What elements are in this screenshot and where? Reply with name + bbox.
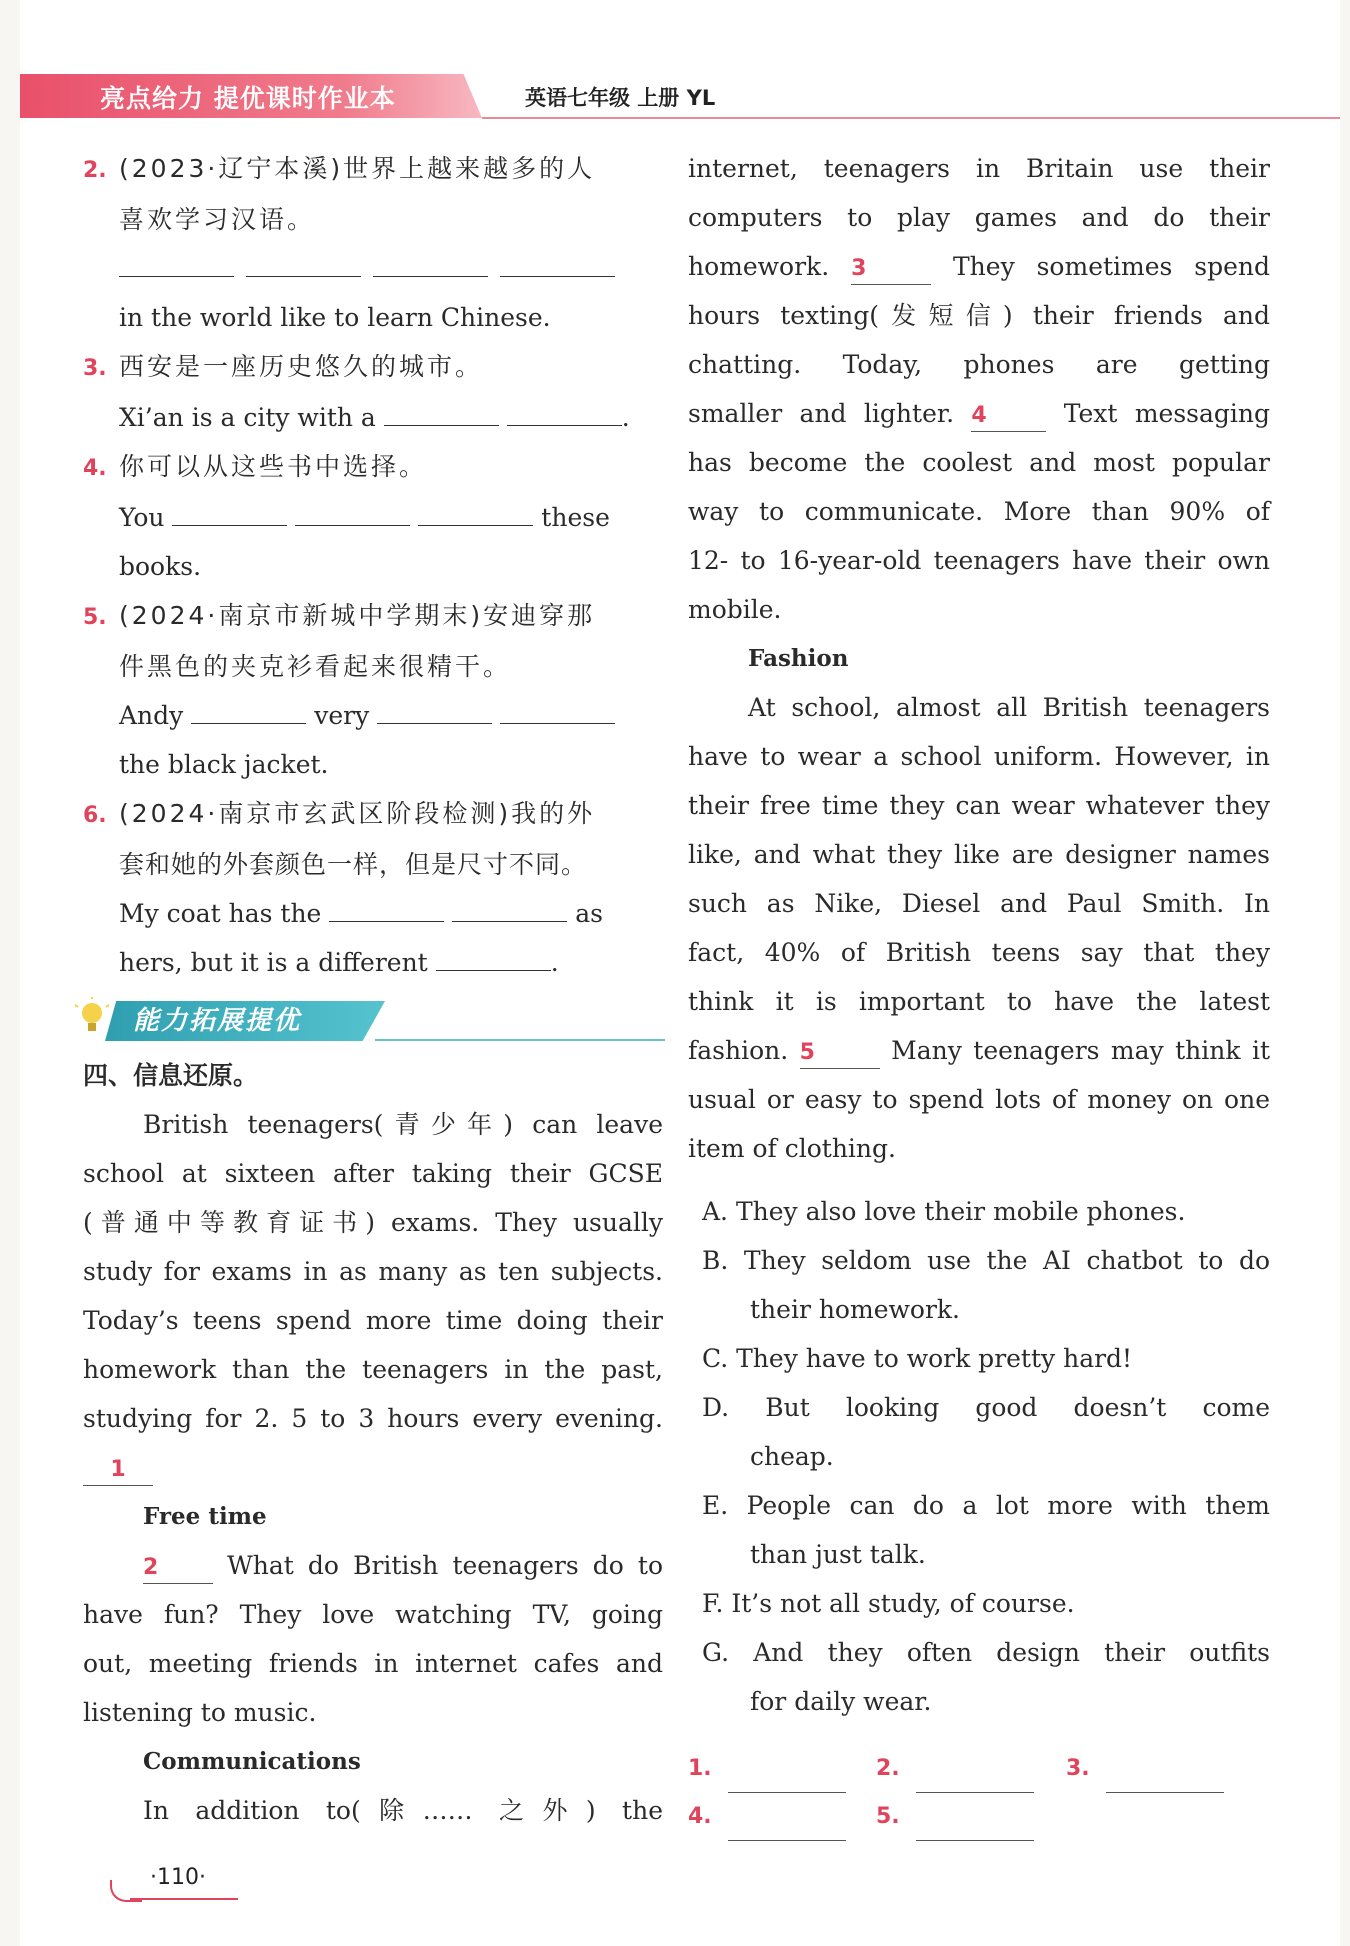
passage-line: chatting. Today, phones are getting <box>688 350 1270 379</box>
q3-line1: 3. 西安是一座历史悠久的城市。 <box>83 352 484 381</box>
passage-line: Today’s teens spend more time doing their <box>83 1306 663 1335</box>
passage-line: think it is important to have the latest <box>688 987 1270 1016</box>
q2-number: 2. <box>83 158 107 183</box>
answer-blank[interactable] <box>436 940 551 971</box>
option-f: F. It’s not all study, of course. <box>702 1589 1075 1618</box>
q2-line3: in the world like to learn Chinese. <box>119 303 551 332</box>
q4-line1: 4. 你可以从这些书中选择。 <box>83 452 428 481</box>
answer-blank[interactable] <box>373 246 488 277</box>
answer-blank[interactable] <box>384 395 499 426</box>
answer-blank[interactable] <box>172 495 287 526</box>
answer-blank[interactable] <box>500 246 615 277</box>
passage-line: homework than the teenagers in the past, <box>83 1355 663 1384</box>
q5-line3: Andy very <box>83 691 663 740</box>
subheading-fashion: Fashion <box>748 645 849 672</box>
option-e-cont: than just talk. <box>750 1540 926 1569</box>
answer-blank[interactable] <box>191 693 306 724</box>
option-b-cont: their homework. <box>750 1295 960 1324</box>
passage-line: have fun? They love watching TV, going <box>83 1600 663 1629</box>
answer-blank[interactable] <box>377 693 492 724</box>
q5-line2: 件黑色的夹克衫看起来很精干。 <box>119 652 512 681</box>
passage-line: 12- to 16-year-old teenagers have their own <box>688 546 1270 575</box>
q2-line2: 喜欢学习汉语。 <box>119 205 316 234</box>
answer-blank[interactable] <box>452 891 567 922</box>
option-e: E. People can do a lot more with them <box>702 1491 1270 1520</box>
passage-line: out, meeting friends in internet cafes and <box>83 1649 663 1678</box>
passage-line: fact, 40% of British teens say that they <box>688 938 1270 967</box>
answer-slot-3[interactable]: 3. <box>1066 1744 1224 1793</box>
passage-line: fashion. 5 Many teenagers may think it <box>688 1026 1270 1075</box>
right-column <box>688 144 1270 1844</box>
passage-line: like, and what they like are designer names <box>688 840 1270 869</box>
answer-slot-2[interactable]: 2. <box>876 1744 1034 1793</box>
passage-line: way to communicate. More than 90% of <box>688 497 1270 526</box>
option-g-cont: for daily wear. <box>750 1687 932 1716</box>
q4-line2: You these <box>83 493 663 542</box>
subheading-free-time: Free time <box>143 1503 267 1530</box>
answer-slot-4[interactable]: 4. <box>688 1792 846 1841</box>
passage-line: study for exams in as many as ten subjects. <box>83 1257 663 1286</box>
passage-blank-4[interactable]: 4 <box>971 401 1046 432</box>
passage-blank-2[interactable]: 2 <box>143 1553 213 1584</box>
passage-blank-1[interactable]: 1 <box>83 1455 153 1486</box>
answer-blank[interactable] <box>418 495 533 526</box>
answer-blank[interactable] <box>295 495 410 526</box>
passage-line: mobile. <box>688 595 782 624</box>
subheading-communications: Communications <box>143 1748 361 1775</box>
option-c: C. They have to work pretty hard! <box>702 1344 1133 1373</box>
answer-blank[interactable] <box>246 246 361 277</box>
page-number: ·110· <box>150 1865 206 1890</box>
passage-line: At school, almost all British teenagers <box>748 693 1270 722</box>
q6-line3: My coat has the as <box>83 889 663 938</box>
section-title: 四、信息还原。 <box>83 1061 259 1090</box>
q2-line1: 2. (2023·辽宁本溪)世界上越来越多的人 <box>83 144 663 195</box>
blank-1-row <box>83 1443 663 1492</box>
passage-line: In addition to(除…… 之外) the <box>143 1796 663 1825</box>
q6-line4: hers, but it is a different . <box>83 938 663 987</box>
passage-line: such as Nike, Diesel and Paul Smith. In <box>688 889 1270 918</box>
answer-blank[interactable] <box>507 395 622 426</box>
left-column <box>83 144 663 1835</box>
q6-line2: 套和她的外套颜色一样，但是尺寸不同。 <box>119 850 588 879</box>
passage-blank-3[interactable]: 3 <box>851 254 931 285</box>
banner-rule <box>375 1039 665 1041</box>
passage-line: 2 What do British teenagers do to <box>83 1541 663 1590</box>
answer-slot-1[interactable]: 1. <box>688 1744 846 1793</box>
passage-line: has become the coolest and most popular <box>688 448 1270 477</box>
q6-line1: 6. (2024·南京市玄武区阶段检测)我的外 <box>83 799 596 828</box>
header-rule <box>482 117 1340 119</box>
passage-line: internet, teenagers in Britain use their <box>688 154 1270 183</box>
passage-line: school at sixteen after taking their GCSE <box>83 1159 663 1188</box>
book-title: 亮点给力 提优课时作业本 <box>100 84 396 113</box>
q3-line2: Xi’an is a city with a . <box>83 393 663 442</box>
passage-line: homework. 3 They sometimes spend <box>688 242 1270 291</box>
banner-title: 能力拓展提优 <box>133 1006 302 1036</box>
passage-line: have to wear a school uniform. However, in <box>688 742 1270 771</box>
passage-line: (普通中等教育证书) exams. They usually <box>83 1208 663 1237</box>
lightbulb-icon <box>75 997 109 1041</box>
option-g: G. And they often design their outfits <box>702 1638 1270 1667</box>
q4-line3: books. <box>119 552 202 581</box>
option-b: B. They seldom use the AI chatbot to do <box>702 1246 1270 1275</box>
option-a: A. They also love their mobile phones. <box>702 1197 1186 1226</box>
passage-blank-5[interactable]: 5 <box>800 1038 880 1069</box>
passage-line: listening to music. <box>83 1698 317 1727</box>
q5-line4: the black jacket. <box>119 750 329 779</box>
q2-blanks <box>83 244 663 293</box>
passage-line: smaller and lighter. 4 Text messaging <box>688 389 1270 438</box>
page-number-rule <box>130 1898 238 1900</box>
passage-line: British teenagers(青少年) can leave <box>143 1110 663 1139</box>
book-subtitle: 英语七年级 上册 YL <box>525 86 716 110</box>
option-d: D. But looking good doesn’t come <box>702 1393 1270 1422</box>
section-banner <box>75 993 663 1045</box>
answer-blank[interactable] <box>119 246 234 277</box>
passage-line: studying for 2. 5 to 3 hours every evening. <box>83 1404 663 1433</box>
passage-line: usual or easy to spend lots of money on one <box>688 1085 1270 1114</box>
q5-line1: 5. (2024·南京市新城中学期末)安迪穿那 <box>83 601 596 630</box>
answer-blank[interactable] <box>500 693 615 724</box>
passage-line: computers to play games and do their <box>688 203 1270 232</box>
answer-blank[interactable] <box>329 891 444 922</box>
answer-grid <box>688 1744 1270 1844</box>
option-d-cont: cheap. <box>750 1442 834 1471</box>
passage-line: item of clothing. <box>688 1134 896 1163</box>
passage-line: their free time they can wear whatever they <box>688 791 1270 820</box>
passage-line: hours texting(发短信) their friends and <box>688 301 1270 330</box>
answer-slot-5[interactable]: 5. <box>876 1792 1034 1841</box>
